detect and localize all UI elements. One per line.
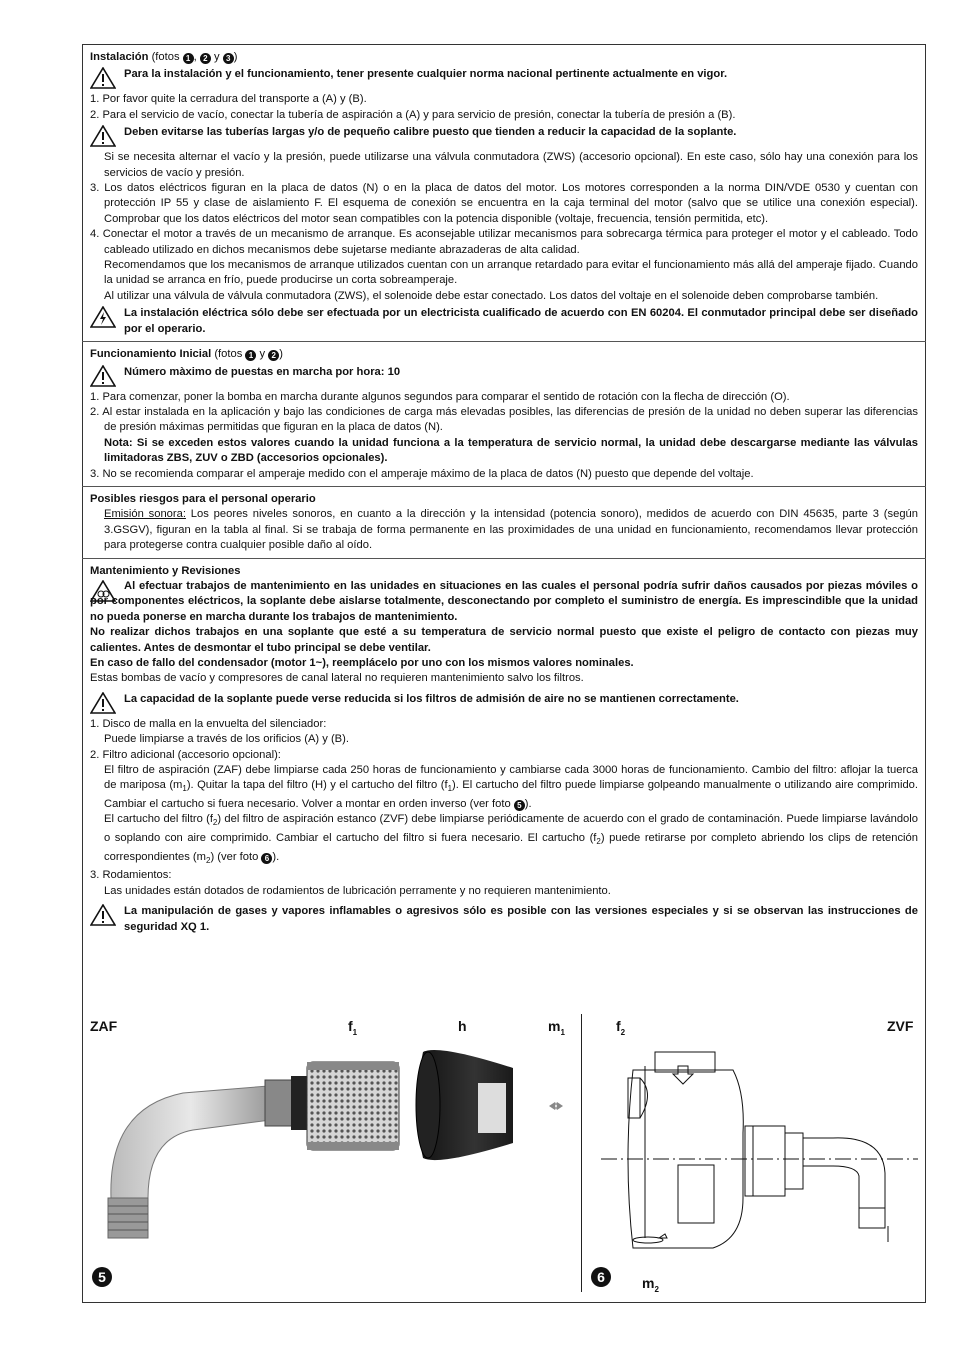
suction-filter-photo xyxy=(93,1038,573,1278)
electric-hazard-icon xyxy=(90,306,116,328)
figure-number-6: 6 xyxy=(591,1267,611,1287)
figures-area xyxy=(83,1008,925,1302)
document-body: Instalación (fotos 1 , 2 y 3 ) Para la instalación y el funcionamiento, tener presente cualquier norma nacional pertinente actualmente en vigor. 1. Por favor quite la cerradura del transporte a (A) y (B). 2. Para el servicio de vacío, conectar la tubería de aspiración a (A) y para servicio de presión, conectar la tubería de presión a (B). Deben evitarse las tuberías largas y/o de pequeño calibre puesto que tienden a reducir la capacidad de la soplante. Si se necesita alternar el vacío y la presión, puede utilizarse una válvula conmutadora (ZWS) (accesorio opcional). En este caso, sólo hay una conexión para los servicios de vacío y presión. 3. Los datos eléctricos figuran en la placa de datos (N) o en la placa de datos del motor. Los motores corresponden a la norma DIN/VDE 0530 y cuentan con protección IP 55 y clase de aislamiento F. El esquema de conexión se encuentra en la caja terminal del motor (salvo que se utilice una conexión especial). Comprobar que los datos eléctricos del motor sean compatibles con la potencia disponible (voltaje, frecuencia, tensión permitida, etc). 4. Conectar el motor a través de un mecanismo de arranque. Es aconsejable utilizar mecanismos para sobrecarga térmica para proteger el motor y el cableado. Todo cableado utilizado en dichos mecanismos debe sujetarse mediante abrazaderas de alta calidad. Recomendamos que los mecanismos de arranque utilizados cuentan con un arranque retardado para evitar el funcionamiento más allá del amperaje fijado. Cuando la unidad se arranca en frío, puede producirse un corta sobreamperaje. Al utilizar una válvula de válvula conmutadora (ZWS), el solenoide debe estar conectado. Los datos del voltaje en el solenoide deben comprobarse también. La instalación eléctrica sólo debe ser efectuada por un electricista cualificado de acuerdo con EN 60204. El conmutador principal debe ser diseñado por el operario. Funcionamiento Inicial (fotos 1 y 2 ) Número màximo de puestas en marcha por hora: 10 1. Para comenzar, poner la bomba en marcha durante algunos segundos para comparar el sentido de rotación con la flecha de dirección (O). 2. Al estar instalada en la aplicación y bajo las condiciones de carga más elevadas posibles, las diferencias de presión de la unidad no deben superar las diferencias de presión máximas permitidas que figuran en la placa de datos (N). Nota: Si se exceden estos valores cuando la unidad funciona a la temperatura de servicio normal, la unidad debe descargarse mediante las válvulas limitadoras ZBS, ZUV o ZBD (accesorios opcionales). 3. No se recomienda comparar el amperaje medido con el amperaje máximo de la placa de datos (N) puesto que depende del voltaje. Posibles riesgos para el personal operario Emisión sonora: Los peores niveles sonoros, en cuanto a la dirección y la intensidad (potencia sonoro), medidos de acuerdo con DIN 45635, parte 3 (según 3.GSGV), figuran en la tabla al final. Si se trabaja de forma permanente en las proximidades de una unidad en funcionamiento, recomendamos llevar protección para protegerse contra cualquier posible daño al oído. Mantenimiento y Revisiones Al efectuar trabajos de mantenimiento en las unidades en situaciones en las cuales el personal podría sufrir daños causados por piezas móviles o por componentes eléctricos, la soplante debe aislarse totalmente, desconectando por completo el suministro de energía. Es imprescindible que la unidad no pueda ponerse en marcha durante los trabajos de mantenimiento. No realizar dichos trabajos en una soplante que esté a su temperatura de servicio normal puesto que existe el peligro de contacto con piezas muy calientes. Antes de desmontar el tubo principal se debe ventilar. En caso de fallo del condensador (motor 1~), reemplácelo por uno con los mismos valores nominales. Estas bombas de vacío y compresores de canal lateral no requieren mantenimiento salvo los filtros. La capacidad de la soplante puede verse reducida si los filtros de admisión de aire no se mantienen correctamente. 1. Disco de malla en la envuelta del silenciador: Puede limpiarse a través de los orificios (A) y (B). 2. Filtro adicional (accesorio opcional): El filtro de aspiración (ZAF) debe limpiarse cada 250 horas de funcionamiento y cambiarse cada 3000 horas de funcionamiento. Cambio del filtro: aflojar la tuerca de mariposa $(m_1)$. Quitar la tapa del filtro (H) y el cartucho del filtro $(f_1)$. El cartucho del filtro puede limpiarse golpeando manualmente o utilizando aire comprimido. Cambiar el cartucho si fuera necesario. Volver a montar en orden inverso (ver foto 5 ). El cartucho del filtro $(f_2)$ del filtro de aspiración estanco (ZVF) debe limpiarse periódicamente de acuerdo con el grado de contaminación. Puede limpiarse lavándolo o soplando con aire comprimido. Cambiar el cartucho del filtro si fuera necesario. El cartucho $(f_2)$ puede retirarse por completo abriendo los clips de retención correspondientes $(m_2)$ (ver foto 6 ). 3. Rodamientos: Las unidades están dotados de rodamientos de lubricación perramente y no requieren mantenimiento. La manipulación de gases y vapores inflamables o agresivos sólo es posible con las versiones especiales y si se observan las instrucciones de seguridad XQ 1. xyxy=(90,50,918,938)
photo-ref-2: 2 xyxy=(268,350,279,361)
warning-block: La manipulación de gases y vapores inflamables o agresivos sólo es posible con las versiones especiales y si se observan las instrucciones de seguridad XQ 1. xyxy=(90,904,918,935)
photo-ref-5: 5 xyxy=(514,800,525,811)
section-divider xyxy=(82,486,926,487)
section-divider xyxy=(82,558,926,559)
m1-label: $m_1$ xyxy=(548,1018,565,1037)
maintenance-warning: Al efectuar trabajos de mantenimiento en las unidades en situaciones en las cuales el personal podría sufrir daños causados por piezas móviles o por componentes eléctricos, la soplante debe aislarse totalmente, desconectando por completo el suministro de energía. Es imprescindible que la unidad no pueda ponerse en marcha durante los trabajos de mantenimiento. xyxy=(90,579,918,623)
f1-label: $f_1$ xyxy=(348,1018,358,1037)
photo-ref-3: 3 xyxy=(223,53,234,64)
h-label: h xyxy=(458,1018,467,1034)
f2-label: $f_2$ xyxy=(616,1018,626,1037)
warning-block: Número màximo de puestas en marcha por hora: 10 xyxy=(90,365,918,387)
photo-ref-1: 1 xyxy=(245,350,256,361)
maintenance-heading: Mantenimiento y Revisiones xyxy=(90,564,241,577)
initial-operation-heading: Funcionamiento Inicial (fotos 1 y 2 ) xyxy=(90,348,283,361)
warning-triangle-icon xyxy=(90,125,116,147)
warning-triangle-icon xyxy=(90,67,116,89)
installation-heading: Instalación (fotos 1 , 2 y 3 ) xyxy=(90,51,238,63)
figure-divider xyxy=(581,1014,582,1292)
sealed-filter-drawing xyxy=(593,1038,918,1273)
warning-block: La capacidad de la soplante puede verse reducida si los filtros de admisión de aire no se mantienen correctamente. xyxy=(90,692,918,714)
photo-ref-6: 6 xyxy=(261,853,272,864)
section-divider xyxy=(82,341,926,342)
m2-label: $m_2$ xyxy=(642,1275,659,1294)
zaf-label: ZAF xyxy=(90,1018,118,1034)
warning-triangle-icon xyxy=(90,365,116,387)
warning-triangle-icon xyxy=(90,692,116,714)
risks-heading: Posibles riesgos para el personal operario xyxy=(90,492,316,505)
filter-zaf-paragraph: El filtro de aspiración (ZAF) debe limpiarse cada 250 horas de funcionamiento y cambiarse cada 3000 horas de funcionamiento. Cambio del filtro: aflojar la tuerca de mariposa $(m_1)$. Quitar la tapa del filtro (H) y el cartucho del filtro $(f_1)$. El cartucho del filtro puede limpiarse golpeando manualmente o utilizando aire comprimido. Cambiar el cartucho si fuera necesario. Volver a montar en orden inverso (ver foto 5 ). xyxy=(104,764,918,811)
photo-ref-1: 1 xyxy=(183,53,194,64)
noise-paragraph: Emisión sonora: Los peores niveles sonoros, en cuanto a la dirección y la intensidad (potencia sonoro), medidos de acuerdo con DIN 45635, parte 3 (según 3.GSGV), figuran en la tabla al final. Si se trabaja de forma permanente en las proximidades de una unidad en funcionamiento, recomendamos llevar protección para protegerse contra cualquier posible daño al oído. xyxy=(104,508,918,552)
filter-zvf-paragraph: El cartucho del filtro $(f_2)$ del filtro de aspiración estanco (ZVF) debe limpiarse periódicamente de acuerdo con el grado de contaminación. Puede limpiarse lavándolo o soplando con aire comprimido. Cambiar el cartucho del filtro si fuera necesario. El cartucho $(f_2)$ puede retirarse por completo abriendo los clips de retención correspondientes $(m_2)$ (ver foto 6 ). xyxy=(104,813,918,865)
warning-block: La instalación eléctrica sólo debe ser efectuada por un electricista cualificado de acuerdo con EN 60204. El conmutador principal debe ser diseñado por el operario. xyxy=(90,306,918,337)
warning-triangle-icon xyxy=(90,904,116,926)
figure-number-5: 5 xyxy=(92,1267,112,1287)
zvf-label: ZVF xyxy=(887,1018,914,1034)
photo-ref-2: 2 xyxy=(200,53,211,64)
moving-parts-hazard-icon xyxy=(90,580,116,602)
warning-block: Para la instalación y el funcionamiento, tener presente cualquier norma nacional pertinente actualmente en vigor. xyxy=(90,67,918,89)
warning-block: Deben evitarse las tuberías largas y/o de pequeño calibre puesto que tienden a reducir la capacidad de la soplante. xyxy=(90,125,918,147)
